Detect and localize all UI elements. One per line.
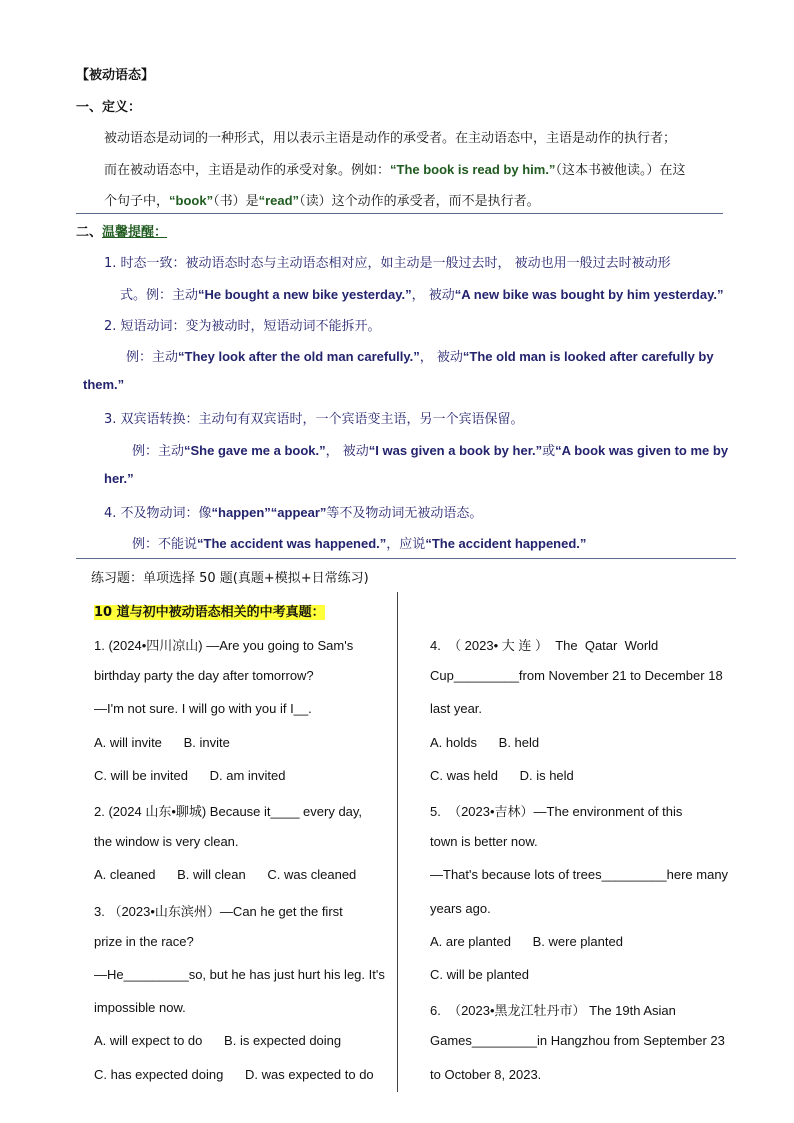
question-left-line: A. will expect to do B. is expected doing (94, 1033, 342, 1049)
question-right-line: C. will be planted (430, 967, 529, 982)
question-right-line: last year. (430, 701, 483, 717)
tip-4-line-1: 4. 不及物动词：像“happen”“appear”等不及物动词无被动语态。 (104, 505, 483, 521)
question-right-line: 4. （ 2023• 大 连 ） The Qatar World (430, 638, 659, 653)
tip-2-line-3: them.” (83, 377, 125, 392)
section-2-heading: 二、温馨提醒： (76, 225, 168, 240)
question-left-line: —I'm not sure. I will go with you if I__. (94, 701, 312, 717)
tip-1-line-1: 1. 时态一致：被动语态时态与主动语态相对应，如主动是一般过去时， 被动也用一般过去时被动形 (104, 256, 671, 271)
question-right-line: 5. （2023•吉林）—The environment of this (430, 804, 683, 819)
tip-3-line-2: 例：主动“She gave me a book.”， 被动“I was given a book by her.”或“A book was given to me by (132, 443, 729, 459)
question-left-line: C. will be invited D. am invited (94, 767, 286, 783)
question-right-line: Cup_________from November 21 to December 18 (430, 668, 723, 684)
divider-1 (76, 213, 723, 214)
tip-3-line-1: 3. 双宾语转换：主动句有双宾语时，一个宾语变主语，另一个宾语保留。 (104, 412, 524, 427)
tip-4-line-2: 例：不能说“The accident was happened.”，应说“The accident happened.” (132, 536, 587, 552)
question-left-line: birthday party the day after tomorrow? (94, 668, 314, 684)
tip-1-line-2: 式。例：主动“He bought a new bike yesterday.”， 被动“A new bike was bought by him yesterday.” (120, 287, 724, 303)
question-right-line: to October 8, 2023. (430, 1066, 542, 1082)
example-sentence: “The book is read by him.” (390, 162, 556, 177)
tip-3-line-3: her.” (104, 471, 134, 486)
tip-2-line-1: 2. 短语动词：变为被动时，短语动词不能拆开。 (104, 319, 381, 334)
question-right-line: years ago. (430, 900, 491, 916)
divider-2 (76, 558, 736, 559)
question-right-line: —That's because lots of trees_________here many (430, 867, 729, 883)
tip-2-line-2: 例：主动“They look after the old man carefully.”， 被动“The old man is looked after carefully by (126, 349, 714, 365)
section-1-heading: 一、定义： (76, 100, 142, 115)
definition-line-3: 个句子中，“book”（书）是“read”（读）这个动作的承受者，而不是执行者。 (104, 193, 540, 209)
question-right-line: A. holds B. held (430, 734, 540, 750)
question-left-line: 3. （2023•山东滨州）—Can he get the first (94, 903, 343, 919)
definition-line-2: 而在被动语态中，主语是动作的承受对象。例如：“The book is read by him.”（这本书被他读。）在这 (104, 162, 686, 178)
question-left-line: prize in the race? (94, 933, 194, 949)
question-left-line: the window is very clean. (94, 834, 239, 850)
column-divider (397, 592, 398, 1092)
definition-line-1: 被动语态是动词的一种形式，用以表示主语是动作的承受者。在主动语态中，主语是动作的执行者； (104, 131, 677, 146)
question-left-line: A. cleaned B. will clean C. was cleaned (94, 867, 357, 883)
question-left-line: 2. (2024 山东•聊城) Because it____ every day, (94, 804, 363, 819)
page-title: 【被动语态】 (76, 68, 155, 83)
question-left-line: C. has expected doing D. was expected to do (94, 1066, 374, 1082)
highlight-label: 10 道与初中被动语态相关的中考真题： (94, 605, 325, 620)
question-right-line: town is better now. (430, 834, 538, 850)
question-right-line: Games_________in Hangzhou from September 23 (430, 1033, 725, 1049)
question-left-line: —He_________so, but he has just hurt his leg. It's (94, 967, 385, 982)
question-right-line: C. was held D. is held (430, 767, 574, 783)
question-left-line: 1. (2024•四川凉山) —Are you going to Sam's (94, 638, 354, 653)
question-left-line: A. will invite B. invite (94, 734, 230, 750)
question-right-line: A. are planted B. were planted (430, 933, 623, 949)
question-right-line: 6. （2023•黑龙江牡丹市） The 19th Asian (430, 1003, 676, 1019)
question-left-line: impossible now. (94, 1000, 186, 1016)
practice-title: 练习题：单项选择 50 题(真题+模拟+日常练习) (91, 571, 369, 586)
